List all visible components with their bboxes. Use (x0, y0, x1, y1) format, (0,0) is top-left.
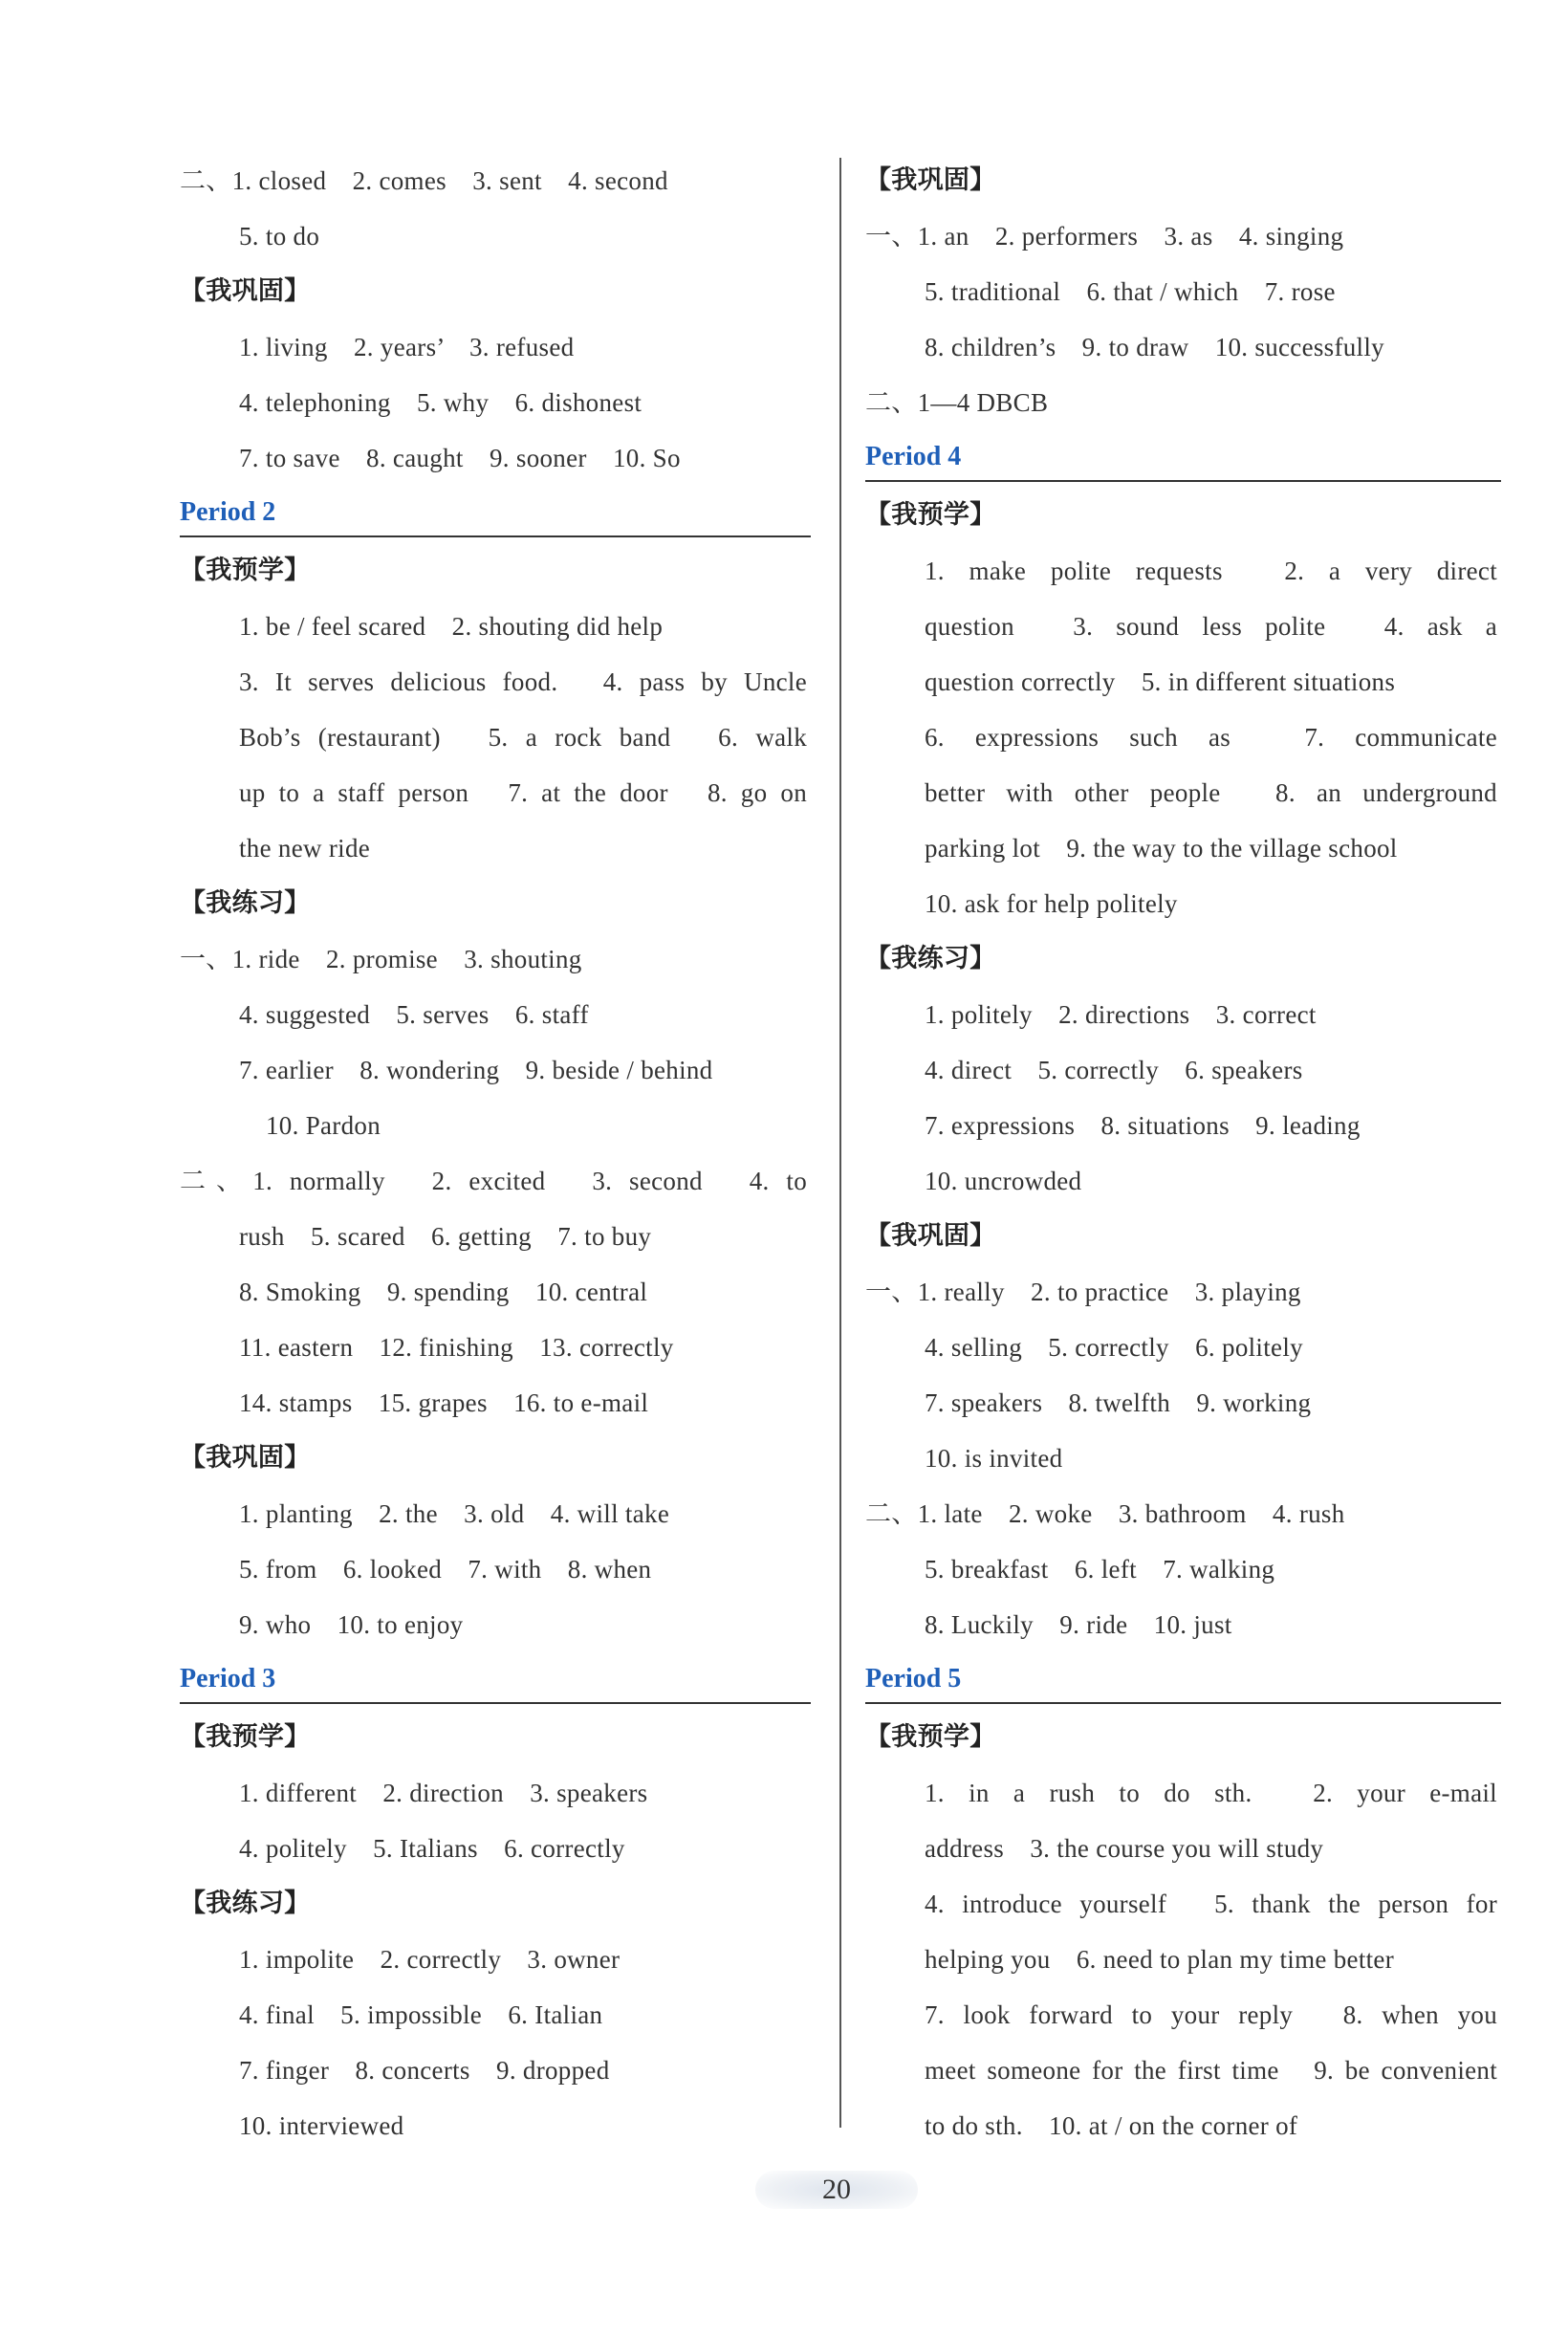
answer-line: 5. from 6. looked 7. with 8. when (239, 1555, 652, 1584)
answer-line: 1. in a rush to do sth. 2. your e-mail (925, 1779, 1497, 1807)
period-heading: Period 3 (180, 1656, 811, 1704)
answer-line: 二、1—4 DBCB (865, 388, 1049, 417)
answer-line: Bob’s (restaurant) 5. a rock band 6. walk (239, 723, 807, 752)
answer-line: 5. traditional 6. that / which 7. rose (925, 277, 1336, 306)
answer-line: 1. living 2. years’ 3. refused (239, 333, 575, 361)
section-header: 【我巩固】 (180, 1443, 311, 1473)
answer-line: 5. breakfast 6. left 7. walking (925, 1555, 1275, 1584)
section-header: 【我巩固】 (180, 276, 311, 306)
answer-line: 7. earlier 8. wondering 9. beside / behind (239, 1056, 713, 1084)
section-header: 【我预学】 (180, 1722, 311, 1752)
answer-line: question correctly 5. in different situations (925, 667, 1396, 696)
answer-line: 7. expressions 8. situations 9. leading (925, 1111, 1361, 1140)
answer-line: 10. interviewed (239, 2111, 404, 2140)
answer-line: 4. introduce yourself 5. thank the person for (925, 1890, 1497, 1918)
answer-line: 1. be / feel scared 2. shouting did help (239, 612, 664, 641)
column-divider (839, 158, 841, 2128)
answer-line: 8. Luckily 9. ride 10. just (925, 1610, 1232, 1639)
answer-line: 4. politely 5. Italians 6. correctly (239, 1834, 625, 1863)
answer-line: 1. different 2. direction 3. speakers (239, 1779, 648, 1807)
answer-line: 8. children’s 9. to draw 10. successfully (925, 333, 1384, 361)
section-header: 【我巩固】 (865, 1221, 996, 1251)
answer-line: 7. speakers 8. twelfth 9. working (925, 1388, 1312, 1417)
answer-line: 7. look forward to your reply 8. when you (925, 2000, 1497, 2029)
answer-line: 3. It serves delicious food. 4. pass by Uncle (239, 667, 807, 696)
answer-line: 10. uncrowded (925, 1167, 1082, 1195)
answer-line: 一、1. an 2. performers 3. as 4. singing (865, 222, 1344, 251)
answer-line: 8. Smoking 9. spending 10. central (239, 1278, 648, 1306)
answer-line: address 3. the course you will study (925, 1834, 1324, 1863)
answer-line: 1. impolite 2. correctly 3. owner (239, 1945, 621, 1974)
answer-line: 4. selling 5. correctly 6. politely (925, 1333, 1303, 1362)
section-header: 【我巩固】 (865, 165, 996, 195)
page-number: 20 (755, 2171, 918, 2209)
answer-line: 4. telephoning 5. why 6. dishonest (239, 388, 642, 417)
section-header: 【我预学】 (865, 500, 996, 530)
answer-line: 10. is invited (925, 1444, 1063, 1473)
answer-line: meet someone for the first time 9. be convenient (925, 2056, 1497, 2085)
answer-line: parking lot 9. the way to the village school (925, 834, 1398, 863)
left-column (180, 153, 811, 2153)
answer-line: the new ride (239, 834, 371, 863)
answer-line: 7. finger 8. concerts 9. dropped (239, 2056, 610, 2085)
period-heading: Period 5 (865, 1656, 1501, 1704)
answer-line: 10. Pardon (266, 1111, 381, 1140)
answer-line: 二、1. normally 2. excited 3. second 4. to (180, 1167, 807, 1195)
answer-line: 1. politely 2. directions 3. correct (925, 1000, 1317, 1029)
answer-line: question 3. sound less polite 4. ask a (925, 612, 1497, 641)
answer-line: 4. direct 5. correctly 6. speakers (925, 1056, 1303, 1084)
period-heading: Period 4 (865, 434, 1501, 482)
answer-line: 14. stamps 15. grapes 16. to e-mail (239, 1388, 649, 1417)
answer-line: 7. to save 8. caught 9. sooner 10. So (239, 444, 681, 472)
answer-line: 5. to do (239, 222, 320, 251)
answer-line: 一、1. ride 2. promise 3. shouting (180, 945, 582, 973)
answer-line: 4. final 5. impossible 6. Italian (239, 2000, 603, 2029)
answer-line: 10. ask for help politely (925, 889, 1178, 918)
answer-line: 1. planting 2. the 3. old 4. will take (239, 1499, 670, 1528)
answer-line: 4. suggested 5. serves 6. staff (239, 1000, 589, 1029)
section-header: 【我预学】 (865, 1722, 996, 1752)
section-header: 【我预学】 (180, 556, 311, 585)
right-column (865, 153, 1501, 2153)
answer-line: 1. make polite requests 2. a very direct (925, 557, 1497, 585)
section-header: 【我练习】 (865, 944, 996, 973)
answer-line: better with other people 8. an underground (925, 778, 1497, 807)
answer-line: rush 5. scared 6. getting 7. to buy (239, 1222, 652, 1251)
answer-line: 6. expressions such as 7. communicate (925, 723, 1497, 752)
answer-line: 二、1. late 2. woke 3. bathroom 4. rush (865, 1499, 1345, 1528)
answer-line: 一、1. really 2. to practice 3. playing (865, 1278, 1301, 1306)
answer-line: up to a staff person 7. at the door 8. go on (239, 778, 807, 807)
period-heading: Period 2 (180, 490, 811, 537)
answer-line: helping you 6. need to plan my time better (925, 1945, 1394, 1974)
section-header: 【我练习】 (180, 1889, 311, 1918)
answer-line: 11. eastern 12. finishing 13. correctly (239, 1333, 674, 1362)
answer-line: 二、1. closed 2. comes 3. sent 4. second (180, 166, 668, 195)
answer-line: to do sth. 10. at / on the corner of (925, 2111, 1298, 2140)
section-header: 【我练习】 (180, 888, 311, 918)
answer-line: 9. who 10. to enjoy (239, 1610, 464, 1639)
